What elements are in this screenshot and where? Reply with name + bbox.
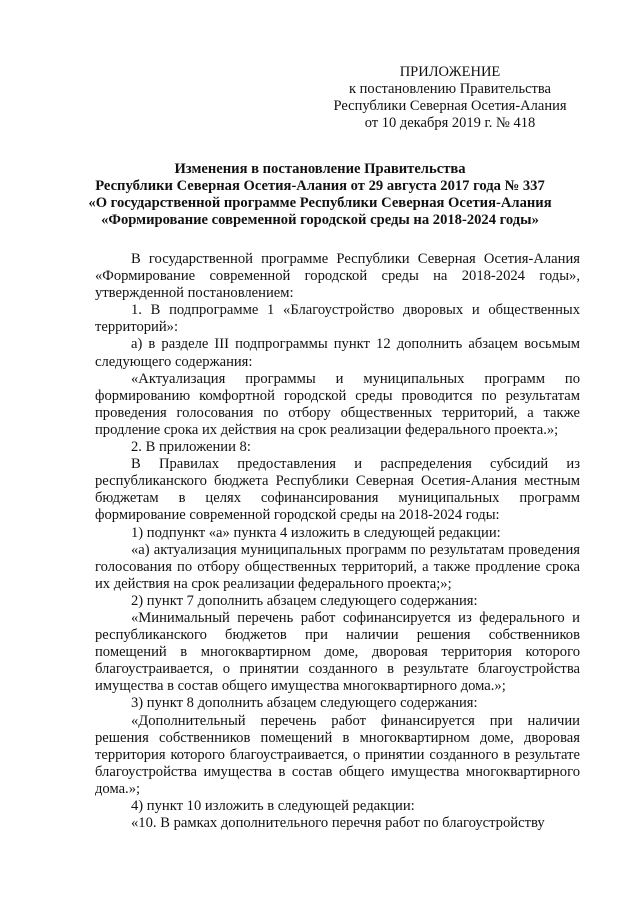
body-paragraph: «10. В рамках дополнительного перечня работ по благоустройству — [131, 815, 545, 832]
body-paragraph: В Правилах предоставления и распределения субсидий из республиканского бюджета Республики Северная Осетия-Алания местным бюджетам в целях софинансирования муниципальных программ формирование современной городской среды на 2018-2024 годы: — [95, 456, 580, 524]
heading-line: Республики Северная Осетия-Алания от 29 августа 2017 года № 337 — [95, 178, 545, 194]
body-paragraph: В государственной программе Республики Северная Осетия-Алания «Формирование современной городской среды на 2018-2024 годы», утвержденной постановлением: — [95, 251, 580, 302]
body-paragraph: 2) пункт 7 дополнить абзацем следующего содержания: — [131, 592, 478, 609]
document-heading — [60, 161, 580, 229]
appendix-block — [300, 64, 600, 132]
body-paragraph: 1) подпункт «а» пункта 4 изложить в следующей редакции: — [131, 524, 501, 541]
body-paragraph: «а) актуализация муниципальных программ по результатам проведения голосования по отбору общественных территорий, а также продление срока их действия на срок реализации федерального проекта;»; — [95, 541, 580, 592]
appendix-title: ПРИЛОЖЕНИЕ — [399, 64, 501, 80]
body-paragraph: «Дополнительный перечень работ финансируется при наличии решения собственников помещений в многоквартирном доме, дворовая территория которого благоустраивается, о принятии созданного в результате благоустройства имущества в состав общего имущества многоквартирного дома.»; — [95, 712, 580, 797]
heading-line: «Формирование современной городской среды на 2018-2024 годы» — [101, 212, 539, 228]
document-body — [95, 251, 580, 832]
appendix-line: к постановлению Правительства — [349, 81, 551, 97]
body-paragraph: а) в разделе III подпрограммы пункт 12 дополнить абзацем восьмым следующего содержания: — [95, 336, 580, 370]
body-paragraph: 2. В приложении 8: — [131, 439, 251, 456]
body-paragraph: «Минимальный перечень работ софинансируется из федерального и республиканского бюджетов при наличии решения собственников помещений в многоквартирном доме, дворовая территория которого благоустраивается, о принятии созданного в результате благоустройства имущества в состав общего имущества многоквартирного дома.»; — [95, 609, 580, 695]
appendix-line: Республики Северная Осетия-Алания — [333, 98, 567, 114]
body-paragraph: 1. В подпрограмме 1 «Благоустройство дворовых и общественных территорий»: — [95, 302, 580, 336]
body-paragraph: 4) пункт 10 изложить в следующей редакции: — [131, 798, 415, 814]
heading-line: «О государственной программе Республики Северная Осетия-Алания — [88, 195, 552, 211]
body-paragraph: 3) пункт 8 дополнить абзацем следующего содержания: — [131, 695, 478, 712]
heading-line: Изменения в постановление Правительства — [174, 161, 466, 177]
body-paragraph: «Актуализация программы и муниципальных программ по формированию комфортной городской среды проводится по результатам проведения голосования по отбору общественных территорий, а также продление срока их действия на срок реализации федерального проекта.»; — [95, 370, 580, 438]
appendix-date: от 10 декабря 2019 г. № 418 — [364, 115, 536, 131]
